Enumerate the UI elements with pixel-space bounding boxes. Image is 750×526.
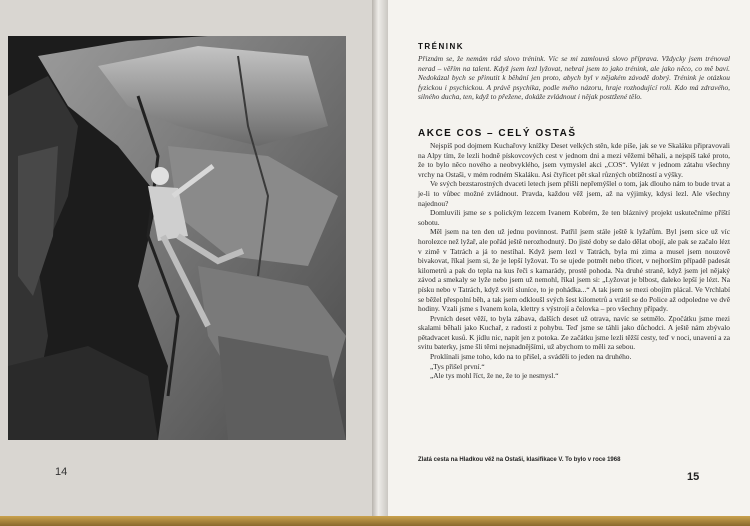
paragraph: Nejspíš pod dojmem Kuchařovy knížky Deset velkých stěn, kde píše, jak se ve Skaláku připravovali na Alpy tím, že lezli hodně pískovcových cest v jednom dni a mezi věžemi běhali, a nejspíš také proto, že to bylo něco nového a neobvyklého, jsem vymyslel akci „COS“. Vylézt v jednom zátahu všechny vrchy na Ostaši, v mém rodném Skaláku. Asi čtyřicet pět skal různých obtížností a výšky. — [418, 141, 730, 179]
paragraph: Měl jsem na ten den už jednu povinnost. Patřil jsem stále ještě k lyžařům. Byl jsem sice už víc horolezce než lyžař, ale pořád ještě nerozhodnutý. Do jisté doby se dalo dělat obojí, ale pak se začalo lézt v zimě v Tatrách a já to nestíhal. Když jsem lezl v Tatrách, byla mi zima a musel jsem nouzově bivakovat, říkal jsem si, že je lepší lyžovat. To se ujede potmět nebo třicet, v nejhorším případě padesát kilometrů a pak do tepla na kus řeči s kamarády, prostě pohoda. Na druhé straně, když jsem jel nějaký závod a smekaly se lyže nebo jsem už nemohl, říkal jsem si: „Lyžovat je blbost, daleko lepší je lézt. Na písku nebo v Tatrách, když svítí sluníce, to je pohádka...“ A tak jsem se mezi obojím plácal. Ve Vrchlabí se běžel přespolní běh, a tak jsem odkloušl svých šest kilometrů a vrátil se do Police až odpoledne ve dvě hodiny. Vzali jsme s Ivanem kola, klettry s výstrojí a čelovka – pro všechny případy. — [418, 227, 730, 314]
section-heading-akce-cos: AKCE COS – CELÝ OSTAŠ — [418, 128, 577, 139]
section-heading-trenink: TRÉNINK — [418, 42, 465, 51]
dialogue-line: „Tys přišel první.“ — [430, 361, 485, 371]
body-text — [418, 141, 730, 381]
page-number-left: 14 — [55, 466, 68, 478]
book-binding-edge — [0, 516, 750, 526]
paragraph: Proklínali jsme toho, kdo na to přišel, a sváděli to jeden na druhého. — [430, 352, 632, 362]
book-gutter — [372, 0, 388, 526]
paragraph: Domluvili jsme se s polickým lezcem Ivanem Kobrém, že ten bláznivý projekt uskutečníme příští sobotu. — [418, 208, 730, 227]
paragraph: Ve svých bezstarostných dvaceti letech jsem přišli nepřemýšlel o tom, jak dlouho nám to bude trvat a je-li to vůbec možné zvládnout. Pravda, každou věž jsem, až na výjimky, kdysi lezl. Ale všechny najednou? — [418, 179, 730, 208]
photo-caption: Zlatá cesta na Hladkou věž na Ostaši, klasifikace V. To bylo v roce 1968 — [418, 457, 621, 463]
page-number-right: 15 — [687, 471, 700, 483]
paragraph: Prvních deset věží, to byla zábava, dalších deset už otrava, navíc se setmělo. Zpočátku jsme mezi skalami běhali jako Kuchař, z radosti z pohybu. Teď jsme se táhli jako důchodci. A ještě nám zbývalo pětadvacet kusů. K jídlu nic, napít jen z potoka. Ze začátku jsme lezli těžší cesty, teď v noci, unavení a za svitu baterky, jsme šli těmi nejsnadnějšími, už abychom to měli za sebou. — [418, 313, 730, 352]
climbing-photo — [8, 36, 346, 440]
intro-paragraph: Přiznám se, že nemám rád slovo trénink. Víc se mi zamlouvá slovo příprava. Vždycky jsem trénoval nerad – věřím na talent. Když jsem lezl lyžovat, nebral jsem to jako trénink, ale jako něco, co mě baví. Nedokázal bych se přinutit k běhání jen proto, abych byl v nějakém závodě dobrý. Trénink je otázkou fyzickou i psychickou. A právě psychika, podle mého názoru, hraje rozhodující roli. Kdo má zdravého, silného ducha, ten, když to přežene, dokáže zvládnout i nějak posttžené tělo. — [418, 54, 730, 102]
dialogue-line: „Ale tys mohl říct, že ne, že to je nesmysl.“ — [430, 371, 559, 381]
